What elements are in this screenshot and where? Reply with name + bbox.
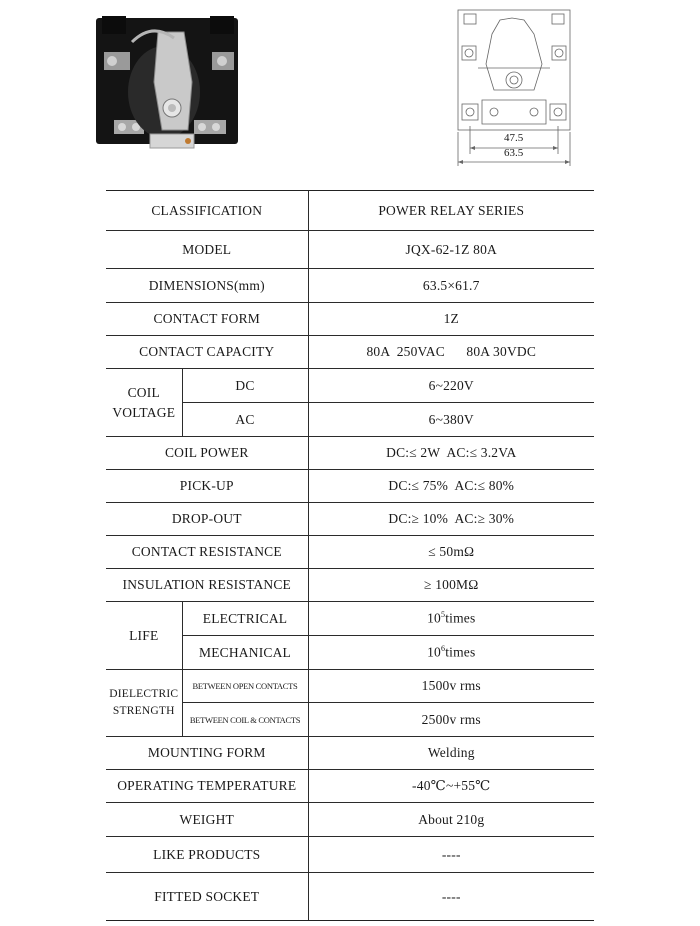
contact-capacity-value: 80A 250VAC 80A 30VDC [308,336,594,369]
operating-temperature-value: -40℃~+55℃ [308,770,594,803]
insulation-resistance-label: INSULATION RESISTANCE [106,569,308,602]
drop-out-value: DC:≥ 10% AC:≥ 30% [308,503,594,536]
coil-voltage-dc-value: 6~220V [308,369,594,403]
life-mechanical-unit: times [445,644,476,660]
fitted-socket-label: FITTED SOCKET [106,873,308,921]
like-products-value: ---- [308,837,594,873]
like-products-label: LIKE PRODUCTS [106,837,308,873]
pick-up-value: DC:≤ 75% AC:≤ 80% [308,470,594,503]
row-drop-out [106,503,594,536]
dielectric-coil-label: BETWEEN COIL & CONTACTS [182,703,308,737]
life-mechanical-exponent: 6 [440,644,446,654]
dielectric-open-label: BETWEEN OPEN CONTACTS [182,670,308,703]
mounting-form-value: Welding [308,737,594,770]
row-model [106,231,594,269]
model-value: JQX-62-1Z 80A [308,231,594,269]
drop-out-label: DROP-OUT [106,503,308,536]
life-electrical-label: ELECTRICAL [182,602,308,636]
coil-voltage-label-line2: VOLTAGE [112,404,176,420]
coil-voltage-ac-value: 6~380V [308,403,594,437]
life-electrical-exponent: 5 [440,610,446,620]
row-weight [106,803,594,837]
dimension-drawing [448,4,578,174]
life-mechanical-label: MECHANICAL [182,636,308,670]
dielectric-label-line1: DIELECTRIC [109,688,179,701]
mounting-form-label: MOUNTING FORM [106,737,308,770]
contact-form-label: CONTACT FORM [106,303,308,336]
row-dielectric-open [106,670,594,703]
row-coil-power [106,437,594,470]
life-electrical-base: 10 [427,610,441,626]
contact-capacity-label: CONTACT CAPACITY [106,336,308,369]
life-mechanical-value [308,636,594,670]
dielectric-open-value: 1500v rms [308,670,594,703]
coil-voltage-label-line1: COIL [127,384,160,400]
dimension-outer: 63.5 [504,147,524,159]
relay-photo [92,12,242,152]
model-label: MODEL [106,231,308,269]
fitted-socket-value: ---- [308,873,594,921]
row-life-electrical [106,602,594,636]
coil-voltage-dc-label: DC [182,369,308,403]
weight-label: WEIGHT [106,803,308,837]
row-insulation-resistance [106,569,594,602]
dielectric-coil-value: 2500v rms [308,703,594,737]
pick-up-label: PICK-UP [106,470,308,503]
classification-label: CLASSIFICATION [106,191,308,231]
coil-voltage-ac-label: AC [182,403,308,437]
row-classification [106,191,594,231]
weight-value: About 210g [308,803,594,837]
row-contact-form [106,303,594,336]
life-mechanical-base: 10 [427,644,441,660]
coil-voltage-label [106,369,182,437]
coil-power-label: COIL POWER [106,437,308,470]
insulation-resistance-value: ≥ 100MΩ [308,569,594,602]
row-dimensions [106,269,594,303]
row-coil-voltage-dc [106,369,594,403]
row-pick-up [106,470,594,503]
classification-value: POWER RELAY SERIES [308,191,594,231]
specification-table [106,190,594,921]
contact-resistance-value: ≤ 50mΩ [308,536,594,569]
row-contact-capacity [106,336,594,369]
row-mounting-form [106,737,594,770]
dimensions-label: DIMENSIONS(mm) [106,269,308,303]
dielectric-label-line2: STRENGTH [112,705,175,717]
dielectric-strength-label [106,670,182,737]
life-electrical-unit: times [445,610,476,626]
life-electrical-value [308,602,594,636]
row-like-products [106,837,594,873]
row-operating-temperature [106,770,594,803]
life-label: LIFE [106,602,182,670]
contact-resistance-label: CONTACT RESISTANCE [106,536,308,569]
coil-power-value: DC:≤ 2W AC:≤ 3.2VA [308,437,594,470]
row-fitted-socket [106,873,594,921]
dimension-inner: 47.5 [504,132,524,144]
operating-temperature-label: OPERATING TEMPERATURE [106,770,308,803]
dimensions-value: 63.5×61.7 [308,269,594,303]
row-contact-resistance [106,536,594,569]
contact-form-value: 1Z [308,303,594,336]
